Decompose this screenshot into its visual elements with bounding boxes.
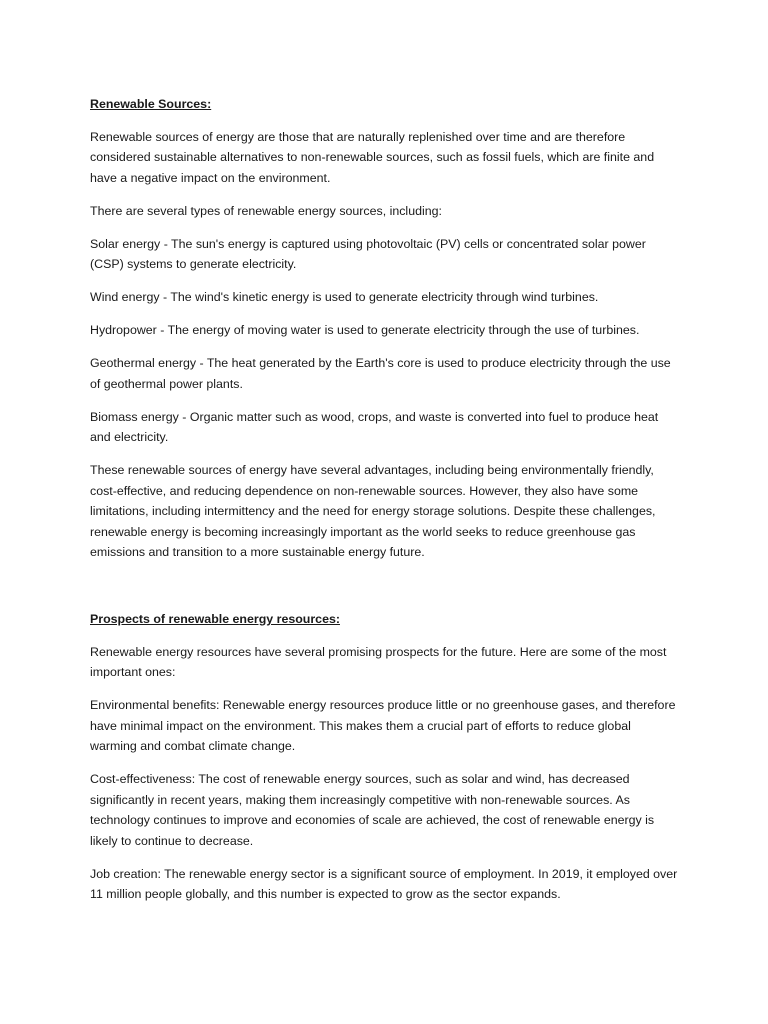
document-page [90, 94, 680, 917]
paragraph: Solar energy - The sun's energy is captured using photovoltaic (PV) cells or concentrated solar power (CSP) systems to generate electricity. [90, 236, 646, 271]
paragraph: Wind energy - The wind's kinetic energy is used to generate electricity through wind turbines. [90, 290, 599, 304]
section-spacer [90, 575, 680, 609]
paragraph: There are several types of renewable energy sources, including: [90, 203, 442, 218]
paragraph: Job creation: The renewable energy sector is a significant source of employment. In 2019, it employed over 11 million people globally, and this number is expected to grow as the sector expands. [90, 866, 678, 901]
paragraph: Environmental benefits: Renewable energy resources produce little or no greenhouse gases, and therefore have minimal impact on the environment. This makes them a crucial part of efforts to reduce global warming and combat climate change. [90, 698, 676, 753]
section-prospects [90, 609, 680, 905]
paragraph: Geothermal energy - The heat generated by the Earth's core is used to produce electricity through the use of geothermal power plants. [90, 356, 671, 391]
paragraph: Renewable energy resources have several promising prospects for the future. Here are some of the most important ones: [90, 644, 667, 679]
section-renewable-sources [90, 94, 680, 563]
paragraph: Hydropower - The energy of moving water is used to generate electricity through the use of turbines. [90, 323, 640, 337]
paragraph: Renewable sources of energy are those that are naturally replenished over time and are therefore considered sustainable alternatives to non-renewable sources, such as fossil fuels, which are finite and have a negative impact on the environment. [90, 129, 655, 185]
paragraph: Biomass energy - Organic matter such as wood, crops, and waste is converted into fuel to produce heat and electricity. [90, 409, 659, 444]
section-heading: Renewable Sources: [90, 97, 212, 111]
paragraph: Cost-effectiveness: The cost of renewable energy sources, such as solar and wind, has decreased significantly in recent years, making them increasingly competitive with non-renewable sources. As technology continues to improve and economies of scale are achieved, the cost of renewable energy is likely to continue to decrease. [90, 772, 655, 848]
paragraph: These renewable sources of energy have several advantages, including being environmentally friendly, cost-effective, and reducing dependence on non-renewable sources. However, they also have some limitations, including intermittency and the need for energy storage solutions. Despite these challenges, renewable energy is becoming increasingly important as the world seeks to reduce greenhouse gas emissions and transition to a more sustainable energy future. [90, 463, 656, 559]
section-heading: Prospects of renewable energy resources: [90, 612, 340, 626]
